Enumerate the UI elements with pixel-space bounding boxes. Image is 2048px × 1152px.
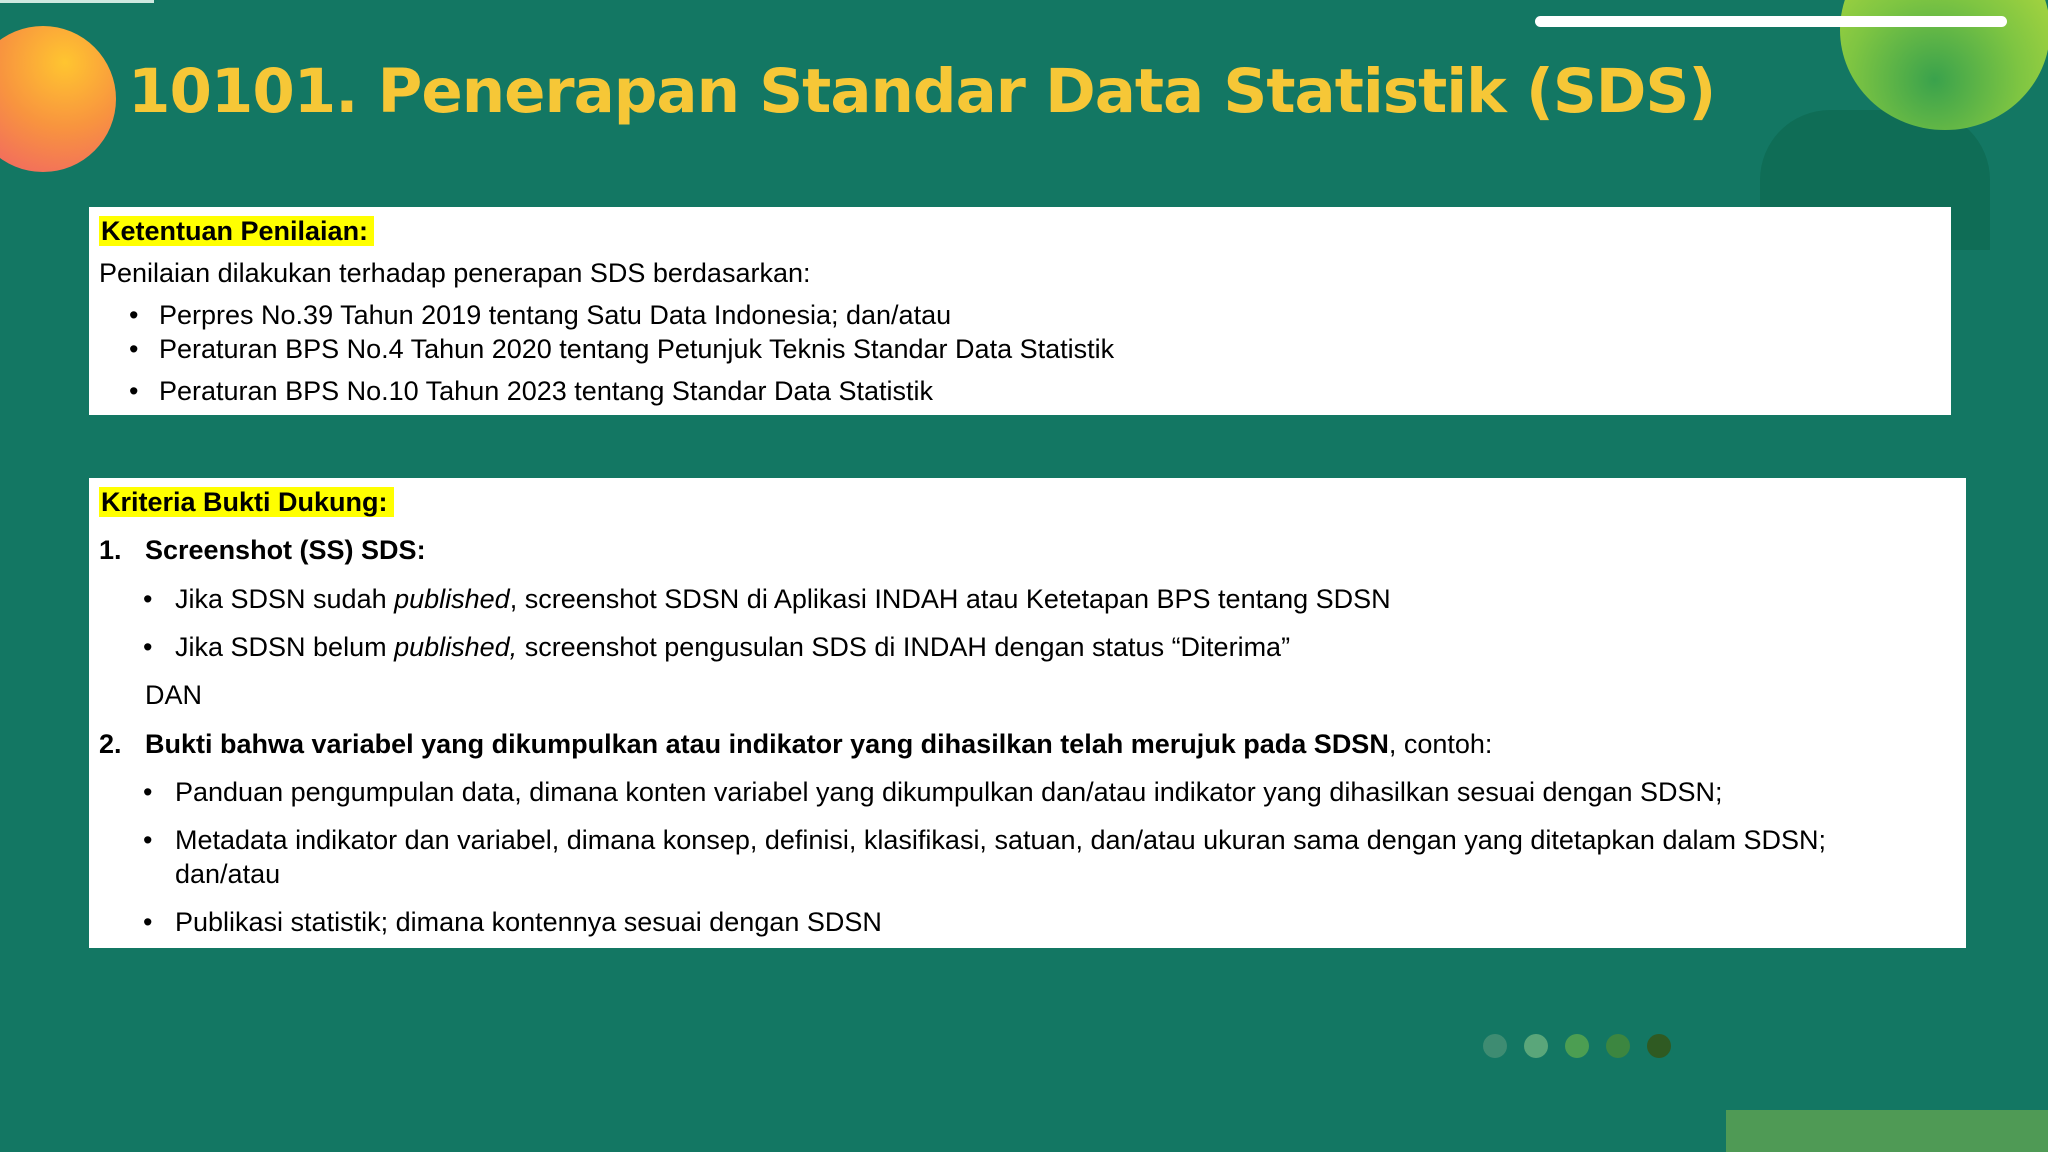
item-2-title: Bukti bahwa variabel yang dikumpulkan atau indikator yang dihasilkan telah merujuk pada SDSN, contoh: bbox=[145, 729, 1493, 759]
pager-dot[interactable] bbox=[1565, 1034, 1589, 1058]
ketentuan-intro: Penilaian dilakukan terhadap penerapan SDS berdasarkan: bbox=[99, 258, 811, 288]
bullet-marker: • bbox=[143, 584, 153, 614]
pager-dot[interactable] bbox=[1647, 1034, 1671, 1058]
item-2-bullet-3: Publikasi statistik; dimana kontennya sesuai dengan SDSN bbox=[175, 907, 882, 937]
item-1-bullet-2: Jika SDSN belum published, screenshot pengusulan SDS di INDAH dengan status “Diterima” bbox=[175, 632, 1291, 662]
item-2-bullet-1: Panduan pengumpulan data, dimana konten variabel yang dikumpulkan dan/atau indikator yang dihasilkan sesuai dengan SDSN; bbox=[175, 777, 1723, 807]
kriteria-box bbox=[89, 478, 1966, 948]
item-1-title: Screenshot (SS) SDS: bbox=[145, 535, 426, 565]
item-2-number: 2. bbox=[99, 729, 122, 759]
ketentuan-heading: Ketentuan Penilaian: bbox=[99, 216, 374, 246]
pager-dot[interactable] bbox=[1524, 1034, 1548, 1058]
item-2-bullet-2-cont: dan/atau bbox=[175, 859, 281, 889]
bullet-marker: • bbox=[129, 300, 139, 330]
bullet-marker: • bbox=[129, 334, 139, 364]
pager-dot[interactable] bbox=[1483, 1034, 1507, 1058]
ketentuan-box bbox=[89, 207, 1951, 415]
bullet-marker: • bbox=[143, 777, 153, 807]
decor-orange-circle bbox=[0, 26, 116, 172]
bullet-marker: • bbox=[143, 825, 153, 855]
top-accent-line bbox=[0, 0, 154, 3]
connector-dan: DAN bbox=[145, 680, 203, 710]
item-1-bullet-1: Jika SDSN sudah published, screenshot SDSN di Aplikasi INDAH atau Ketetapan BPS tentang SDSN bbox=[175, 584, 1391, 614]
bullet-marker: • bbox=[129, 376, 139, 406]
kriteria-heading: Kriteria Bukti Dukung: bbox=[99, 487, 394, 517]
decor-corner-rect bbox=[1726, 1110, 2048, 1152]
pager-dot[interactable] bbox=[1606, 1034, 1630, 1058]
progress-track bbox=[1535, 16, 2007, 27]
bullet-marker: • bbox=[143, 632, 153, 662]
item-1-number: 1. bbox=[99, 535, 122, 565]
ketentuan-bullet-2: Peraturan BPS No.4 Tahun 2020 tentang Petunjuk Teknis Standar Data Statistik bbox=[159, 334, 1115, 364]
item-2-bullet-2: Metadata indikator dan variabel, dimana konsep, definisi, klasifikasi, satuan, dan/atau ukuran sama dengan yang ditetapkan dalam SDSN; bbox=[175, 825, 1826, 855]
slide-title: 10101. Penerapan Standar Data Statistik (SDS) bbox=[128, 56, 1716, 127]
ketentuan-bullet-1: Perpres No.39 Tahun 2019 tentang Satu Data Indonesia; dan/atau bbox=[159, 300, 952, 330]
ketentuan-bullet-3: Peraturan BPS No.10 Tahun 2023 tentang Standar Data Statistik bbox=[159, 376, 934, 406]
bullet-marker: • bbox=[143, 907, 153, 937]
